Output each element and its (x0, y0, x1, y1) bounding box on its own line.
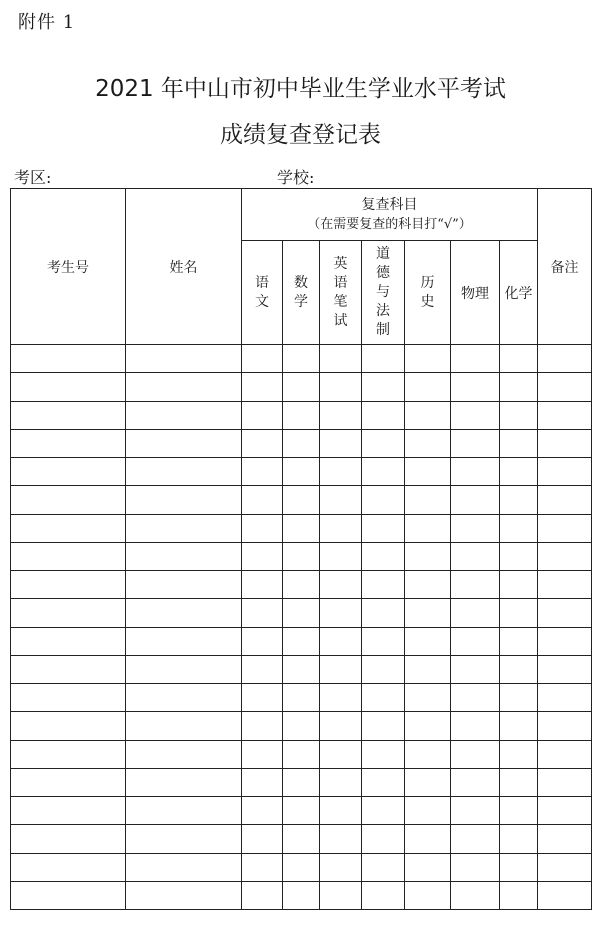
exam-number-cell[interactable] (11, 345, 126, 373)
name-cell[interactable] (126, 881, 242, 909)
chemistry-cell[interactable] (500, 853, 538, 881)
chinese-cell[interactable] (242, 712, 283, 740)
english-cell[interactable] (320, 853, 362, 881)
remarks-cell[interactable] (538, 458, 592, 486)
remarks-cell[interactable] (538, 373, 592, 401)
physics-cell[interactable] (451, 768, 500, 796)
physics-cell[interactable] (451, 429, 500, 457)
english-cell[interactable] (320, 768, 362, 796)
math-cell[interactable] (283, 825, 320, 853)
morality-law-cell[interactable] (362, 740, 405, 768)
morality-law-cell[interactable] (362, 345, 405, 373)
history-cell[interactable] (405, 571, 451, 599)
subject-english-header (320, 241, 362, 345)
morality-law-cell[interactable] (362, 373, 405, 401)
exam-number-cell[interactable] (11, 458, 126, 486)
chemistry-cell[interactable] (500, 825, 538, 853)
english-cell[interactable] (320, 684, 362, 712)
remarks-cell[interactable] (538, 429, 592, 457)
name-cell[interactable] (126, 429, 242, 457)
chinese-cell[interactable] (242, 627, 283, 655)
history-cell[interactable] (405, 768, 451, 796)
name-cell[interactable] (126, 599, 242, 627)
review-subjects-title: 复查科目 (361, 196, 418, 213)
table-row (11, 853, 592, 881)
history-cell[interactable] (405, 797, 451, 825)
english-cell[interactable] (320, 401, 362, 429)
english-cell[interactable] (320, 740, 362, 768)
chinese-cell[interactable] (242, 429, 283, 457)
table-row (11, 345, 592, 373)
history-cell[interactable] (405, 373, 451, 401)
history-cell[interactable] (405, 345, 451, 373)
name-cell[interactable] (126, 712, 242, 740)
history-cell[interactable] (405, 627, 451, 655)
morality-law-cell[interactable] (362, 542, 405, 570)
physics-cell[interactable] (451, 712, 500, 740)
exam-number-cell[interactable] (11, 401, 126, 429)
remarks-cell[interactable] (538, 599, 592, 627)
history-cell[interactable] (405, 740, 451, 768)
math-cell[interactable] (283, 345, 320, 373)
physics-cell[interactable] (451, 655, 500, 683)
english-cell[interactable] (320, 712, 362, 740)
physics-cell[interactable] (451, 684, 500, 712)
subject-morality-law-header (362, 241, 405, 345)
morality-law-cell[interactable] (362, 853, 405, 881)
chemistry-cell[interactable] (500, 768, 538, 796)
history-cell[interactable] (405, 486, 451, 514)
remarks-header (538, 189, 592, 345)
history-cell[interactable] (405, 684, 451, 712)
subject-history-text: 历史 (420, 274, 435, 310)
math-cell[interactable] (283, 542, 320, 570)
math-cell[interactable] (283, 429, 320, 457)
physics-cell[interactable] (451, 853, 500, 881)
chinese-cell[interactable] (242, 684, 283, 712)
physics-cell[interactable] (451, 542, 500, 570)
morality-law-cell[interactable] (362, 712, 405, 740)
chemistry-cell[interactable] (500, 627, 538, 655)
name-cell[interactable] (126, 825, 242, 853)
subject-morality-law-text: 道德与法制 (376, 246, 390, 338)
morality-law-cell[interactable] (362, 429, 405, 457)
subject-physics-header (451, 241, 500, 345)
table-row (11, 571, 592, 599)
math-cell[interactable] (283, 486, 320, 514)
name-cell[interactable] (126, 768, 242, 796)
remarks-cell[interactable] (538, 825, 592, 853)
english-cell[interactable] (320, 627, 362, 655)
registration-table (10, 188, 592, 910)
morality-law-cell[interactable] (362, 655, 405, 683)
english-cell[interactable] (320, 486, 362, 514)
chemistry-cell[interactable] (500, 514, 538, 542)
english-cell[interactable] (320, 797, 362, 825)
chinese-cell[interactable] (242, 571, 283, 599)
exam-number-cell[interactable] (11, 486, 126, 514)
subject-physics-text: 物理 (461, 285, 489, 302)
history-cell[interactable] (405, 655, 451, 683)
table-row (11, 797, 592, 825)
math-cell[interactable] (283, 712, 320, 740)
morality-law-cell[interactable] (362, 825, 405, 853)
subject-chemistry-text: 化学 (504, 285, 533, 302)
english-cell[interactable] (320, 881, 362, 909)
morality-law-cell[interactable] (362, 684, 405, 712)
chinese-cell[interactable] (242, 599, 283, 627)
chinese-cell[interactable] (242, 542, 283, 570)
table-row (11, 429, 592, 457)
chemistry-cell[interactable] (500, 486, 538, 514)
exam-number-cell[interactable] (11, 825, 126, 853)
physics-cell[interactable] (451, 627, 500, 655)
morality-law-cell[interactable] (362, 514, 405, 542)
subject-english-text: 英语笔试 (333, 255, 348, 329)
morality-law-cell[interactable] (362, 881, 405, 909)
name-cell[interactable] (126, 401, 242, 429)
chemistry-cell[interactable] (500, 881, 538, 909)
english-cell[interactable] (320, 514, 362, 542)
subject-math-header (283, 241, 320, 345)
english-cell[interactable] (320, 825, 362, 853)
morality-law-cell[interactable] (362, 486, 405, 514)
exam-number-cell[interactable] (11, 768, 126, 796)
exam-number-cell[interactable] (11, 797, 126, 825)
table-row (11, 542, 592, 570)
table-row (11, 458, 592, 486)
physics-cell[interactable] (451, 881, 500, 909)
table-row (11, 514, 592, 542)
exam-number-cell[interactable] (11, 712, 126, 740)
chinese-cell[interactable] (242, 486, 283, 514)
name-cell[interactable] (126, 458, 242, 486)
name-cell[interactable] (126, 740, 242, 768)
table-row (11, 486, 592, 514)
morality-law-cell[interactable] (362, 599, 405, 627)
chinese-cell[interactable] (242, 881, 283, 909)
exam-number-cell[interactable] (11, 542, 126, 570)
table-row (11, 768, 592, 796)
math-cell[interactable] (283, 655, 320, 683)
chinese-cell[interactable] (242, 740, 283, 768)
name-cell[interactable] (126, 542, 242, 570)
chinese-cell[interactable] (242, 373, 283, 401)
math-cell[interactable] (283, 373, 320, 401)
chemistry-cell[interactable] (500, 599, 538, 627)
history-cell[interactable] (405, 542, 451, 570)
remarks-cell[interactable] (538, 853, 592, 881)
physics-cell[interactable] (451, 486, 500, 514)
subject-chinese-header (242, 241, 283, 345)
name-cell[interactable] (126, 373, 242, 401)
chinese-cell[interactable] (242, 825, 283, 853)
chinese-cell[interactable] (242, 401, 283, 429)
exam-number-cell[interactable] (11, 853, 126, 881)
remarks-header-text: 备注 (550, 259, 579, 276)
physics-cell[interactable] (451, 401, 500, 429)
morality-law-cell[interactable] (362, 768, 405, 796)
subject-math-text: 数学 (294, 274, 308, 310)
table-row (11, 627, 592, 655)
english-cell[interactable] (320, 458, 362, 486)
table-row (11, 881, 592, 909)
english-cell[interactable] (320, 373, 362, 401)
morality-law-cell[interactable] (362, 571, 405, 599)
chinese-cell[interactable] (242, 768, 283, 796)
remarks-cell[interactable] (538, 627, 592, 655)
remarks-cell[interactable] (538, 684, 592, 712)
chemistry-cell[interactable] (500, 684, 538, 712)
exam-number-cell[interactable] (11, 571, 126, 599)
english-cell[interactable] (320, 429, 362, 457)
exam-number-header (11, 189, 126, 345)
chinese-cell[interactable] (242, 345, 283, 373)
english-cell[interactable] (320, 542, 362, 570)
name-cell[interactable] (126, 345, 242, 373)
exam-number-cell[interactable] (11, 684, 126, 712)
physics-cell[interactable] (451, 514, 500, 542)
history-cell[interactable] (405, 853, 451, 881)
chemistry-cell[interactable] (500, 542, 538, 570)
remarks-cell[interactable] (538, 797, 592, 825)
subject-chinese-text: 语文 (255, 274, 269, 310)
table-row (11, 401, 592, 429)
name-cell[interactable] (126, 684, 242, 712)
math-cell[interactable] (283, 853, 320, 881)
remarks-cell[interactable] (538, 514, 592, 542)
morality-law-cell[interactable] (362, 797, 405, 825)
table-row (11, 599, 592, 627)
chemistry-cell[interactable] (500, 571, 538, 599)
subject-chemistry-header (500, 241, 538, 345)
chinese-cell[interactable] (242, 458, 283, 486)
table-row (11, 825, 592, 853)
morality-law-cell[interactable] (362, 458, 405, 486)
attachment-label: 附件 1 (18, 12, 76, 33)
history-cell[interactable] (405, 429, 451, 457)
physics-cell[interactable] (451, 373, 500, 401)
math-cell[interactable] (283, 684, 320, 712)
history-cell[interactable] (405, 599, 451, 627)
math-cell[interactable] (283, 401, 320, 429)
chemistry-cell[interactable] (500, 655, 538, 683)
english-cell[interactable] (320, 655, 362, 683)
form-title: 2021 年中山市初中毕业生学业水平考试 (95, 76, 506, 102)
exam-number-cell[interactable] (11, 599, 126, 627)
remarks-cell[interactable] (538, 768, 592, 796)
exam-number-cell[interactable] (11, 627, 126, 655)
math-cell[interactable] (283, 740, 320, 768)
remarks-cell[interactable] (538, 401, 592, 429)
exam-number-cell[interactable] (11, 881, 126, 909)
history-cell[interactable] (405, 458, 451, 486)
form-subtitle: 成绩复查登记表 (220, 122, 381, 148)
subject-history-header (405, 241, 451, 345)
physics-cell[interactable] (451, 599, 500, 627)
chemistry-cell[interactable] (500, 740, 538, 768)
math-cell[interactable] (283, 768, 320, 796)
chemistry-cell[interactable] (500, 345, 538, 373)
review-subjects-note: （在需要复查的科目打“√”） (307, 216, 472, 232)
remarks-cell[interactable] (538, 740, 592, 768)
exam-number-header-text: 考生号 (47, 259, 89, 276)
remarks-cell[interactable] (538, 571, 592, 599)
english-cell[interactable] (320, 599, 362, 627)
history-cell[interactable] (405, 514, 451, 542)
table-row (11, 712, 592, 740)
name-cell[interactable] (126, 571, 242, 599)
exam-number-cell[interactable] (11, 740, 126, 768)
chemistry-cell[interactable] (500, 712, 538, 740)
header-row-1 (11, 189, 592, 241)
exam-number-cell[interactable] (11, 514, 126, 542)
chemistry-cell[interactable] (500, 797, 538, 825)
chinese-cell[interactable] (242, 655, 283, 683)
math-cell[interactable] (283, 458, 320, 486)
table-row (11, 655, 592, 683)
math-cell[interactable] (283, 881, 320, 909)
history-cell[interactable] (405, 712, 451, 740)
name-cell[interactable] (126, 797, 242, 825)
math-cell[interactable] (283, 514, 320, 542)
name-cell[interactable] (126, 627, 242, 655)
remarks-cell[interactable] (538, 486, 592, 514)
table-row (11, 740, 592, 768)
morality-law-cell[interactable] (362, 401, 405, 429)
remarks-cell[interactable] (538, 542, 592, 570)
exam-number-cell[interactable] (11, 429, 126, 457)
school-label: 学校: (277, 168, 315, 187)
physics-cell[interactable] (451, 345, 500, 373)
exam-number-cell[interactable] (11, 655, 126, 683)
math-cell[interactable] (283, 627, 320, 655)
table-row (11, 684, 592, 712)
name-cell[interactable] (126, 853, 242, 881)
physics-cell[interactable] (451, 458, 500, 486)
morality-law-cell[interactable] (362, 627, 405, 655)
math-cell[interactable] (283, 797, 320, 825)
chemistry-cell[interactable] (500, 401, 538, 429)
chinese-cell[interactable] (242, 797, 283, 825)
math-cell[interactable] (283, 599, 320, 627)
history-cell[interactable] (405, 825, 451, 853)
table-row (11, 373, 592, 401)
math-cell[interactable] (283, 571, 320, 599)
history-cell[interactable] (405, 401, 451, 429)
name-cell[interactable] (126, 514, 242, 542)
remarks-cell[interactable] (538, 345, 592, 373)
exam-number-cell[interactable] (11, 373, 126, 401)
name-header (126, 189, 242, 345)
name-header-text: 姓名 (169, 259, 198, 276)
physics-cell[interactable] (451, 571, 500, 599)
chemistry-cell[interactable] (500, 429, 538, 457)
history-cell[interactable] (405, 881, 451, 909)
physics-cell[interactable] (451, 797, 500, 825)
chinese-cell[interactable] (242, 853, 283, 881)
physics-cell[interactable] (451, 740, 500, 768)
name-cell[interactable] (126, 486, 242, 514)
review-subjects-header (242, 189, 538, 241)
exam-area-label: 考区: (14, 168, 52, 187)
name-cell[interactable] (126, 655, 242, 683)
physics-cell[interactable] (451, 825, 500, 853)
chemistry-cell[interactable] (500, 458, 538, 486)
chemistry-cell[interactable] (500, 373, 538, 401)
english-cell[interactable] (320, 345, 362, 373)
remarks-cell[interactable] (538, 712, 592, 740)
english-cell[interactable] (320, 571, 362, 599)
remarks-cell[interactable] (538, 655, 592, 683)
remarks-cell[interactable] (538, 881, 592, 909)
chinese-cell[interactable] (242, 514, 283, 542)
